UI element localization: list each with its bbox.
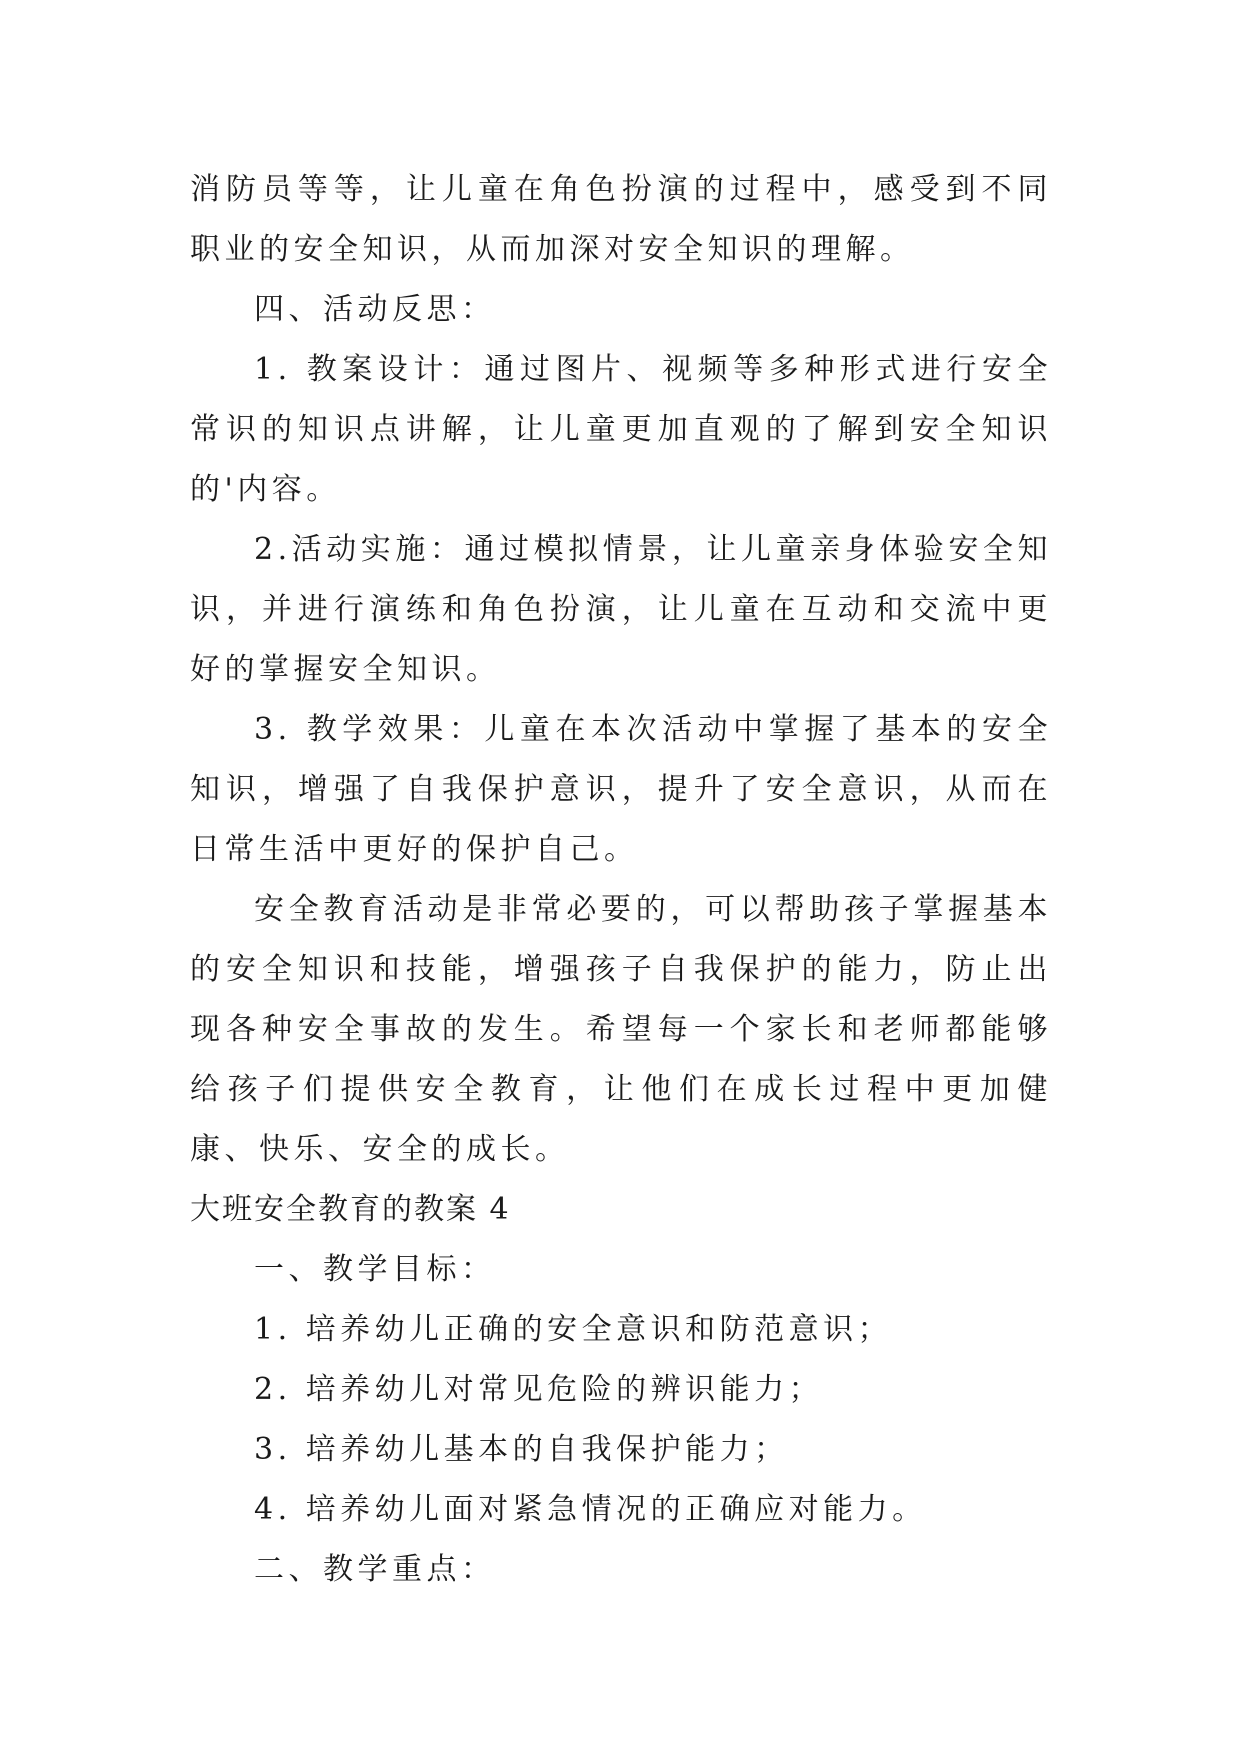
paragraph-reflection-1: 1. 教案设计：通过图片、视频等多种形式进行安全常识的知识点讲解，让儿童更加直观的了解到安全知识的'内容。 [190,352,1052,507]
teaching-goal-2: 2. 培养幼儿对常见危险的辨识能力； [254,1372,824,1407]
paragraph-continuation: 消防员等等，让儿童在角色扮演的过程中，感受到不同职业的安全知识，从而加深对安全知识的理解。 [190,172,1052,267]
teaching-goal-3: 3. 培养幼儿基本的自我保护能力； [254,1432,789,1467]
document-page [190,160,1052,1600]
paragraph-reflection-heading: 四、活动反思： [254,292,496,327]
paragraph-reflection-2: 2.活动实施：通过模拟情景，让儿童亲身体验安全知识，并进行演练和角色扮演，让儿童在互动和交流中更好的掌握安全知识。 [190,532,1052,687]
paragraph-summary: 安全教育活动是非常必要的，可以帮助孩子掌握基本的安全知识和技能，增强孩子自我保护的能力，防止出现各种安全事故的发生。希望每一个家长和老师都能够给孩子们提供安全教育，让他们在成长过程中更加健康、快乐、安全的成长。 [190,892,1052,1167]
teaching-focus-heading: 二、教学重点： [254,1552,496,1587]
teaching-goals-heading: 一、教学目标： [254,1252,496,1287]
teaching-goal-1: 1. 培养幼儿正确的安全意识和防范意识； [254,1312,893,1347]
section-title: 大班安全教育的教案 4 [190,1192,511,1227]
paragraph-reflection-3: 3. 教学效果：儿童在本次活动中掌握了基本的安全知识，增强了自我保护意识，提升了安全意识，从而在日常生活中更好的保护自己。 [190,712,1052,867]
teaching-goal-4: 4. 培养幼儿面对紧急情况的正确应对能力。 [254,1492,927,1527]
